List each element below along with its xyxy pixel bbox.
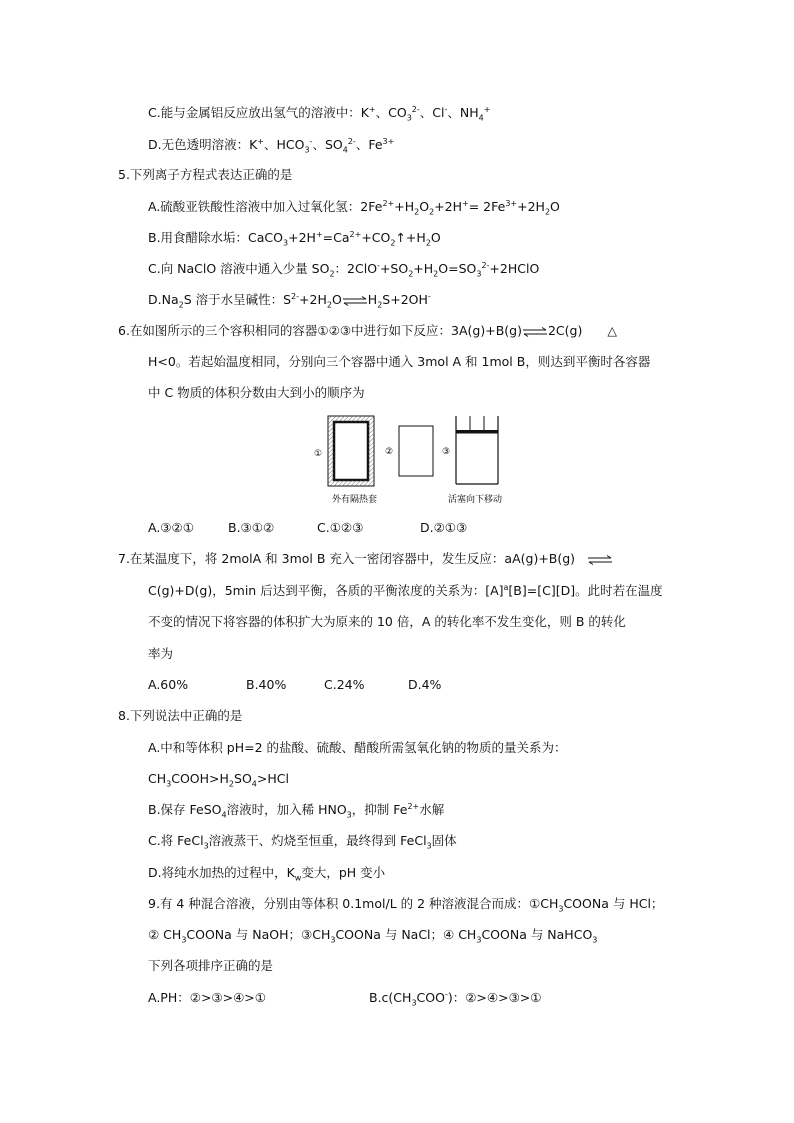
q8-option-a-line-2: $CH_3COOH>H_2SO_4>HCl$ [148,771,289,789]
q4-option-d: D.无色透明溶液：K+、$HCO_3^-$、$SO_4^{2-}$、$Fe^{3+}$ [148,136,395,155]
equilibrium-arrow-icon [587,555,613,565]
fig-label-1: ① [314,449,323,459]
q9-option-b: $B.c(CH_3COO^-)$：②>④>③>① [369,989,542,1008]
q7-option-b: B.40% [246,677,287,692]
q6-line-2: H<0。若起始温度相同，分别向三个容器中通入 3mol A 和 1mol B，则达到平衡时各容器 [148,354,651,369]
q5-option-d: $D.Na_2S$ 溶于水呈碱性：$S^{2-}+2H_2O$ $H_2S+2OH^-$ [148,291,431,310]
piston [456,430,498,434]
equilibrium-arrow-icon [342,296,368,306]
q8-option-b: B.保存 FeSO$_4$溶液时，加入稀 $HNO_3$，抑制 $Fe^{2+}$水解 [148,801,445,820]
q7-line-1: 7.在某温度下，将 2molA 和 3mol B 充入一密闭容器中，发生反应：aA(g)+B(g) [118,550,613,568]
fig-label-2: ② [385,447,394,457]
q7-line-2: C(g)+D(g)，5min 后达到平衡，各质的平衡浓度的关系为：$[A]^a[B]=[C][D]$。此时若在温度 [148,582,663,598]
q9-line-3: 下列各项排序正确的是 [148,958,274,973]
q5-option-a: A.硫酸亚铁酸性溶液中加入过氧化氢：$2Fe^{2+}+H_2O_2+2H^+= 2Fe^{3+}+2H_2O$ [148,198,560,217]
q7-option-a: A.60% [148,677,189,692]
q7-line-3: 不变的情况下将容器的体积扩大为原来的 10 倍，A 的转化率不发生变化，则 B 的转化 [148,614,626,629]
q6-option-c: C.①②③ [317,520,364,535]
q9-options [148,989,541,1007]
q8-option-d: D.将纯水加热的过程中，$K_w$变大，pH 变小 [148,865,386,883]
q5-option-b: B.用食醋除水垢：$CaCO_3+2H^+=Ca^{2+}+CO_2↑+H_2O$ [148,229,441,248]
fig-caption-3: 活塞向下移动 [448,495,503,505]
q7-options [148,676,441,694]
q5-stem: 5.下列离子方程式表达正确的是 [118,167,293,182]
q8-option-c: C.将 FeCl$_3$溶液蒸干、灼烧至恒重，最终得到 FeCl$_3$固体 [148,833,457,851]
insulated-container-inner [334,422,368,480]
fig-label-3: ③ [442,447,451,457]
q6-options [148,519,467,537]
q4-option-c: C.能与金属铝反应放出氢气的溶液中：K+、$CO_3^{2-}$、Cl-、$NH_4^+$ [148,104,491,123]
q6-line-3: 中 C 物质的体积分数由大到小的顺序为 [148,385,365,400]
q7-option-d: D.4% [408,677,442,692]
q8-option-a-line-1: A.中和等体积 pH=2 的盐酸、硫酸、醋酸所需氢氧化钠的物质的量关系为： [148,740,567,755]
q6-option-a: A.③②① [148,520,194,535]
q9-line-1: 9.有 4 种混合溶液，分别由等体积 0.1mol/L 的 2 种溶液混合而成：$①CH_3COONa$ 与 HCl； [148,896,664,914]
q6-option-d: D.②①③ [420,520,468,535]
equilibrium-arrow-icon [522,327,548,337]
q8-stem: 8.下列说法中正确的是 [118,708,243,723]
fig-caption-1: 外有隔热套 [332,495,378,505]
q7-line-4: 率为 [148,646,174,661]
q6-line-1: 6.在如图所示的三个容积相同的容器①②③中进行如下反应：3A(g)+B(g) 2C(g) △ [118,323,617,338]
container-figure [310,412,510,508]
q9-line-2: ② $CH_3COONa$ 与 NaOH；$③CH_3COONa$ 与 NaCl；④ $CH_3COONa$ 与 NaHCO$_3$ [148,927,598,945]
q9-option-a: A.PH：②>③>④>① [148,990,266,1005]
q5-option-c: C.向 NaClO 溶液中通入少量 $SO_2$：$2ClO^-+SO_2+H_2O=SO_3^{2-}+2HClO$ [148,260,540,279]
plain-container [399,426,433,476]
q7-option-c: C.24% [324,677,365,692]
q6-option-b: B.③①② [228,520,275,535]
